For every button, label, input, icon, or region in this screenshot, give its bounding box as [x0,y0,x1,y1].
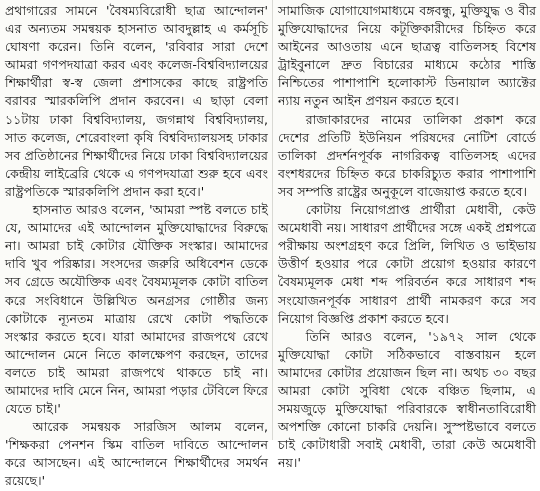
article-paragraph: প্রথাগারের সামনে 'বৈষম্যবিরোধী ছাত্র আন্দোলন' এর অন্যতম সমন্বয়ক হাসনাত আবদুল্লাহ এ কর্মসূচি ঘোষণা করেন। তিনি বলেন, 'রবিবার সারা দেশে আমরা গণপদযাত্রা করব এবং কলেজ-বিশ্ববিদ্যালয়ের শিক্ষার্থীরা স্ব-স্ব জেলা প্রশাসকের কাছে রাষ্ট্রপতি বরাবর স্মারকলিপি প্রদান করবেন। এ ছাড়া বেলা ১১টায় ঢাকা বিশ্ববিদ্যালয়, জগন্নাথ বিশ্ববিদ্যালয়, সাত কলেজ, শেরেবাংলা কৃষি বিশ্ববিদ্যালয়সহ ঢাকার সব প্রতিষ্ঠানের শিক্ষার্থীদের নিয়ে ঢাকা বিশ্ববিদ্যালয়ের কেন্দ্রীয় লাইব্রেরি থেকে এ গণপদযাত্রা শুরু হবে এবং রাষ্ট্রপতিকে স্মারকলিপি প্রদান করা হবে।' [5,3,268,199]
article-column-left [5,2,268,489]
article-paragraph: রাজাকারদের নামের তালিকা প্রকাশ করে দেশের প্রতিটি ইউনিয়ন পরিষদের নোটিশ বোর্ডে তালিকা প্রদর্শনপূর্বক নাগরিকত্ব বাতিলসহ এদের বংশধরদের চিহ্নিত করে চাকরিচ্যুত করার পাশাপাশি সব সম্পত্তি রাষ্ট্রের অনুকূলে বাজেয়াপ্ত করতে হবে। [278,111,536,199]
article-paragraph: সামাজিক যোগাযোগমাধ্যমে বঙ্গবন্ধু, মুক্তিযুদ্ধ ও বীর মুক্তিযোদ্ধাদের নিয়ে কটূক্তিকারীদের চিহ্নিত করে আইনের আওতায় এনে ছাত্রত্ব বাতিলসহ বিশেষ ট্রাইবুনালে দ্রুত বিচারের মাধ্যমে কঠোর শাস্তি নিশ্চিতের পাশাপাশি হলোকাস্ট ডিনায়াল অ্যাক্টের ন্যায় নতুন আইন প্রণয়ন করতে হবে। [278,3,536,109]
article-paragraph: হাসনাত আরও বলেন, 'আমরা স্পষ্ট বলতে চাই যে, আমাদের এই আন্দোলন মুক্তিযোদ্ধাদের বিরুদ্ধে না। আমরা চাই কোটার যৌক্তিক সংস্কার। আমাদের দাবি খুব পরিষ্কার। সংসদের জরুরি অধিবেশন ডেকে সব গ্রেডে অযৌক্তিক এবং বৈষম্যমূলক কোটা বাতিল করে সংবিধানে উল্লিখিত অনগ্রসর গোষ্ঠীর জন্য কোটাকে ন্যূনতম মাত্রায় রেখে কোটা পদ্ধতিকে সংস্কার করতে হবে। যারা আমাদের রাজপথে রেখে আন্দোলন মেনে নিতে কালক্ষেপণ করছেন, তাদের বলতে চাই আমরা রাজপথে থাকতে চাই না। আমাদের দাবি মেনে নিন, আমরা পড়ার টেবিলে ফিরে যেতে চাই।' [5,202,268,417]
article-paragraph: আরেক সমন্বয়ক সারজিস আলম বলেন, 'শিক্ষকরা পেনশন স্কিম বাতিল দাবিতে আন্দোলন করে আসছেন। এই আন্দোলনে শিক্ষার্থীদের সমর্থন রয়েছে।' [5,419,268,489]
article-column-right [278,2,536,471]
article-paragraph: কোটায় নিয়োগপ্রাপ্ত প্রার্থীরা মেধাবী, কেউ অমেধাবী নয়। সাধারণ প্রার্থীদের সঙ্গে একই প্রশ্নপত্রে পরীক্ষায় অংশগ্রহণ করে প্রিলি, লিখিত ও ভাইভায় উত্তীর্ণ হওয়ার পরে কোটা প্রয়োগ হওয়ার কারণে বৈষম্যমূলক মেধা শব্দ পরিবর্তন করে সাধারণ শব্দ সংযোজনপূর্বক সাধারণ প্রার্থী নামকরণ করে সব নিয়োগ বিজ্ঞপ্তি প্রকাশ করতে হবে। [278,202,536,326]
article-paragraph: তিনি আরও বলেন, '১৯৭২ সাল থেকে মুক্তিযোদ্ধা কোটা সঠিকভাবে বাস্তবায়ন হলে আমাদের কোটার প্রয়োজন ছিল না। অথচ ৩০ বছর আমরা কোটা সুবিধা থেকে বঞ্চিত ছিলাম, এ সময়জুড়ে মুক্তিযোদ্ধা পরিবারকে স্বাধীনতাবিরোধী অপশক্তি কোনো চাকরি দেয়নি। সুস্পষ্টভাবে বলতে চাই কোটাধারী সবাই মেধাবী, তারা কেউ অমেধাবী নয়।' [278,328,536,471]
column-divider [272,0,273,440]
